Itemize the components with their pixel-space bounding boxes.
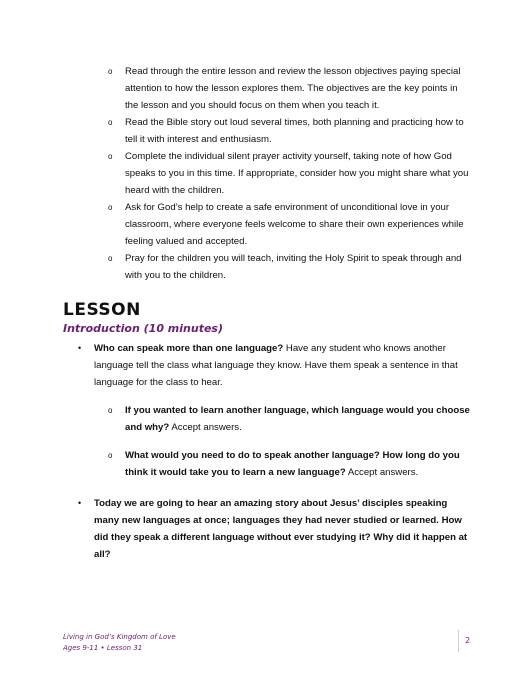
list-item (108, 199, 473, 250)
question-text: If you wanted to learn another language, which language would you choose and why? (125, 405, 470, 433)
page-number: 2 (465, 636, 471, 645)
list-item-text (108, 447, 473, 481)
list-item (108, 402, 473, 436)
list-item-text: Read the Bible story out loud several times, both planning and practicing how to tell it with interest and enthusiasm. (125, 117, 464, 145)
footer-divider (458, 630, 459, 652)
footer-title: Living in God’s Kingdom of Love (63, 633, 176, 641)
bullet-icon: • (78, 498, 82, 508)
bullet-icon: o (108, 203, 113, 212)
list-item-text: Read through the entire lesson and review the lesson objectives paying special attention to how the lesson explores them. The objectives are the key points in the lesson and you should focus on them when you teach it. (125, 66, 461, 111)
list-item (78, 495, 471, 563)
bullet-icon: o (108, 451, 113, 460)
list-item-text (108, 402, 473, 436)
question-text: What would you need to do to speak another language? How long do you think it would take you to learn a new language? (125, 450, 460, 478)
section-heading: Introduction (10 minutes) (63, 322, 223, 335)
bullet-icon: • (78, 343, 82, 353)
question-text: Who can speak more than one language? (94, 343, 284, 354)
list-item (78, 340, 471, 391)
bullet-icon: o (108, 254, 113, 263)
instruction-text: Accept answers. (169, 422, 242, 433)
list-item (108, 114, 473, 148)
list-item-text (78, 340, 471, 391)
preparation-list (108, 63, 473, 284)
bullet-icon: o (108, 67, 113, 76)
list-item (108, 447, 473, 481)
list-item (108, 250, 473, 284)
list-item-text: Ask for God’s help to create a safe environment of unconditional love in your classroom, where everyone feels welcome to share their own experiences while feeling valued and accepted. (125, 202, 464, 247)
bullet-icon: o (108, 118, 113, 127)
lesson-heading: LESSON (63, 300, 141, 320)
list-item-text: Complete the individual silent prayer activity yourself, taking note of how God speaks to you in this time. If appropriate, consider how you might share what you heard with the children. (125, 151, 469, 196)
bullet-icon: o (108, 406, 113, 415)
list-item-text (78, 495, 471, 563)
footer-subtitle: Ages 9-11 • Lesson 31 (63, 644, 143, 652)
instruction-text: Have any student who knows another language tell the class what language they know. Have them speak a sentence in that language for the class to hear. (94, 343, 458, 388)
list-item (108, 148, 473, 199)
instruction-text: Accept answers. (345, 467, 419, 478)
list-item (108, 63, 473, 114)
bullet-icon: o (108, 152, 113, 161)
question-text: Today we are going to hear an amazing story about Jesus’ disciples speaking many new languages at once; languages they had never studied or learned. How did they speak a different language without ever studying it? Why did it happen at all? (94, 498, 468, 560)
list-item-text: Pray for the children you will teach, inviting the Holy Spirit to speak through and with you to the children. (125, 253, 462, 281)
footer (63, 632, 176, 654)
